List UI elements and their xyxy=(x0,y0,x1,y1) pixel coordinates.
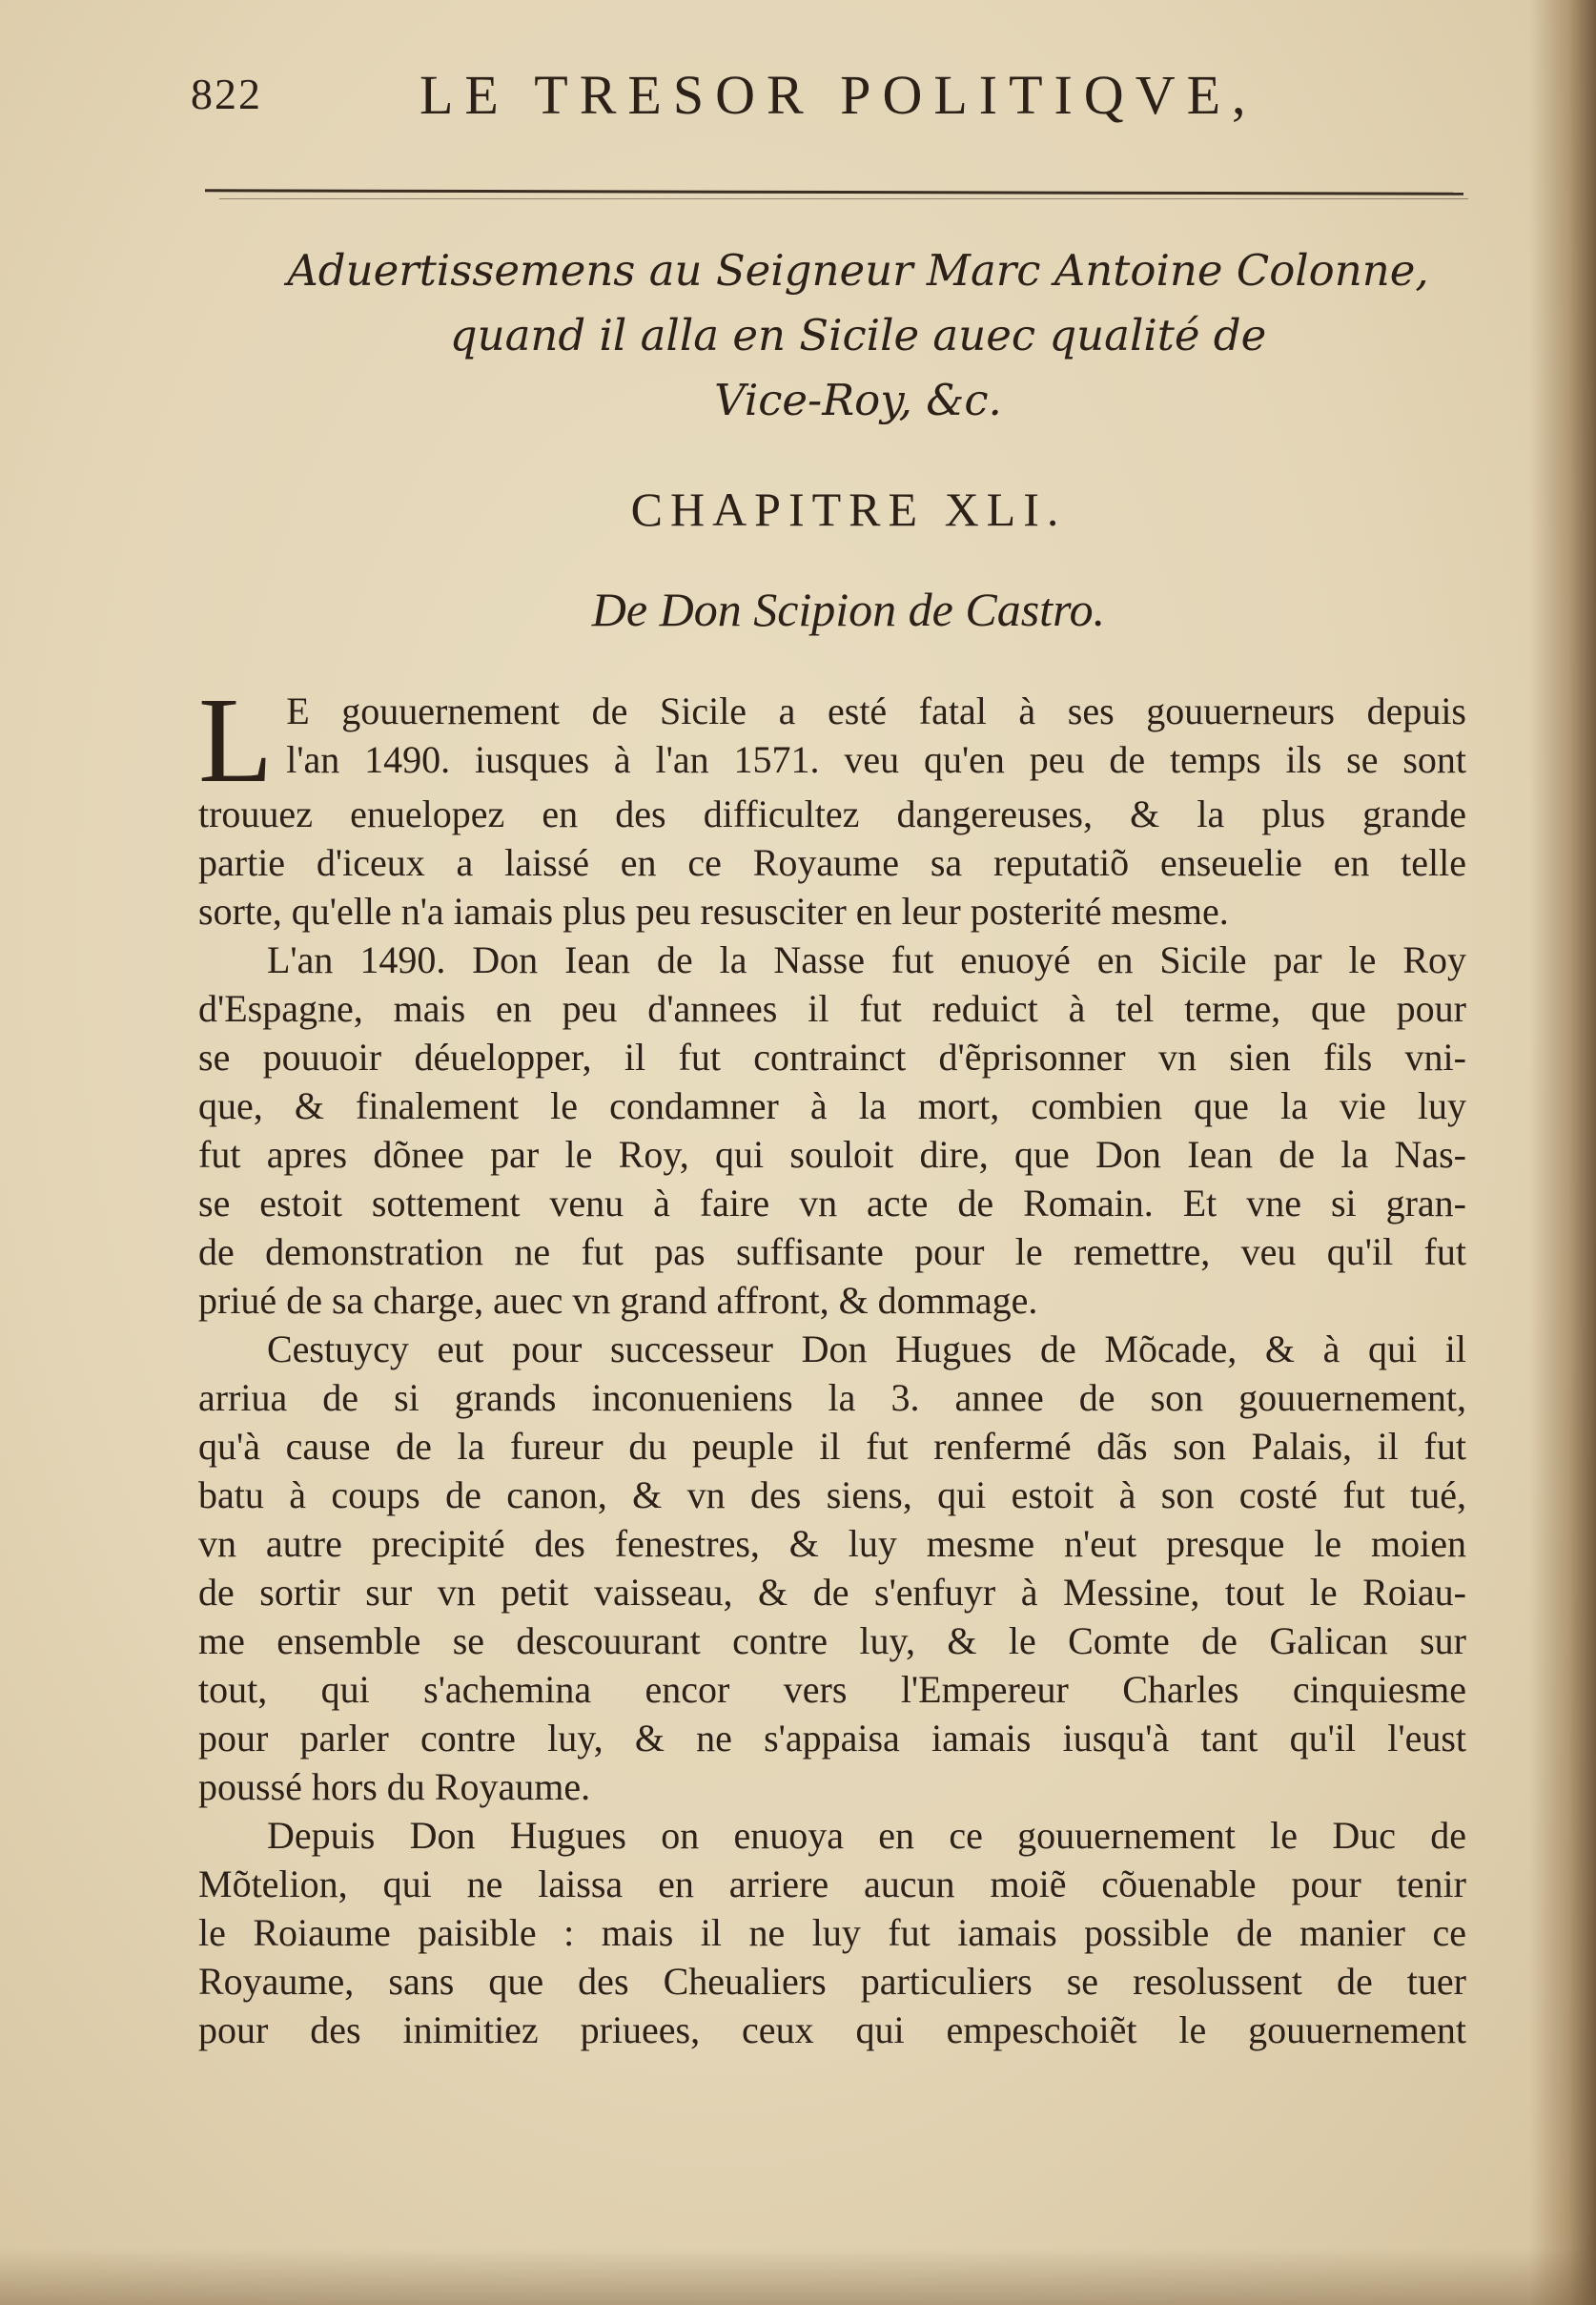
text-line: batu à coups de canon, & vn des siens, qui estoit à son costé fut tué, xyxy=(198,1473,1466,1516)
text-line: poussé hors du Royaume. xyxy=(198,1765,591,1808)
text-line: me ensemble se descouurant contre luy, & le Comte de Galican sur xyxy=(198,1619,1466,1662)
text-line: arriua de si grands inconueniens la 3. annee de son gouuernement, xyxy=(198,1376,1466,1419)
text-line: l'an 1490. iusques à l'an 1571. veu qu'en peu de temps ils se sont xyxy=(286,738,1466,781)
header-rule xyxy=(205,189,1463,195)
text-line: se estoit sottement venu à faire vn acte de Romain. Et vne si gran- xyxy=(198,1182,1466,1225)
text-line: Depuis Don Hugues on enuoya en ce gouuernement le Duc de xyxy=(267,1814,1466,1857)
running-title: LE TRESOR POLITIQVE, xyxy=(419,64,1258,126)
chapter-title-block xyxy=(238,238,1478,433)
text-line: Cestuycy eut pour successeur Don Hugues de Mõcade, & à qui il xyxy=(267,1327,1466,1370)
page-edge-shadow xyxy=(1529,0,1596,2305)
running-header xyxy=(191,55,1430,132)
text-line: Mõtelion, qui ne laissa en arriere aucun moiẽ cõuenable pour tenir xyxy=(198,1863,1466,1905)
text-line: vn autre precipité des fenestres, & luy mesme n'eut presque le moien xyxy=(198,1522,1466,1565)
page-number: 822 xyxy=(191,70,262,118)
title-line-1: Aduertissemens au Seigneur Marc Antoine Colonne, xyxy=(287,245,1429,296)
text-line: Royaume, sans que des Cheualiers particuliers se resolussent de tuer xyxy=(198,1960,1466,2003)
text-line: d'Espagne, mais en peu d'annees il fut reduict à tel terme, que pour xyxy=(198,987,1466,1030)
text-line: E gouuernement de Sicile a esté fatal à ses gouuerneurs depuis xyxy=(286,689,1466,732)
text-line: trouuez enuelopez en des difficultez dangereuses, & la plus grande xyxy=(198,792,1466,835)
text-line: partie d'iceux a laissé en ce Royaume sa reputatiõ enseuelie en telle xyxy=(198,841,1466,884)
text-line: le Roiaume paisible : mais il ne luy fut iamais possible de manier ce xyxy=(198,1911,1466,1954)
text-line: pour des inimitiez priuees, ceux qui empeschoiẽt le gouuernement xyxy=(198,2008,1466,2051)
title-line-3: Vice-Roy, &c. xyxy=(714,375,1002,425)
title-line-2: quand il alla en Sicile auec qualité de xyxy=(449,310,1267,360)
page-bottom-shadow xyxy=(0,2248,1596,2305)
text-line: pour parler contre luy, & ne s'appaisa iamais iusqu'à tant qu'il l'eust xyxy=(198,1717,1466,1760)
text-line: de demonstration ne fut pas suffisante pour le remettre, veu qu'il fut xyxy=(198,1230,1466,1273)
header-rule-thin xyxy=(219,198,1468,199)
text-line: que, & finalement le condamner à la mort, combien que la vie luy xyxy=(198,1084,1466,1127)
text-line: fut apres dõnee par le Roy, qui souloit dire, que Don Iean de la Nas- xyxy=(198,1133,1466,1176)
chapter-heading: CHAPITRE XLI. xyxy=(630,483,1067,536)
drop-cap: L xyxy=(198,672,274,808)
body-text xyxy=(198,672,1466,2054)
text-line: tout, qui s'achemina encor vers l'Empereur Charles cinquiesme xyxy=(198,1668,1466,1711)
text-line: sorte, qu'elle n'a iamais plus peu resusciter en leur posterité mesme. xyxy=(198,890,1229,933)
text-line: qu'à cause de la fureur du peuple il fut renfermé dãs son Palais, il fut xyxy=(198,1425,1466,1468)
text-line: de sortir sur vn petit vaisseau, & de s'enfuyr à Messine, tout le Roiau- xyxy=(198,1571,1466,1614)
text-line: priué de sa charge, auec vn grand affront, & dommage. xyxy=(198,1279,1038,1322)
text-line: L'an 1490. Don Iean de la Nasse fut enuoyé en Sicile par le Roy xyxy=(267,938,1466,981)
text-line: se pouuoir déuelopper, il fut contrainct d'ẽprisonner vn sien fils vni- xyxy=(198,1036,1466,1079)
section-title: De Don Scipion de Castro. xyxy=(591,583,1106,636)
